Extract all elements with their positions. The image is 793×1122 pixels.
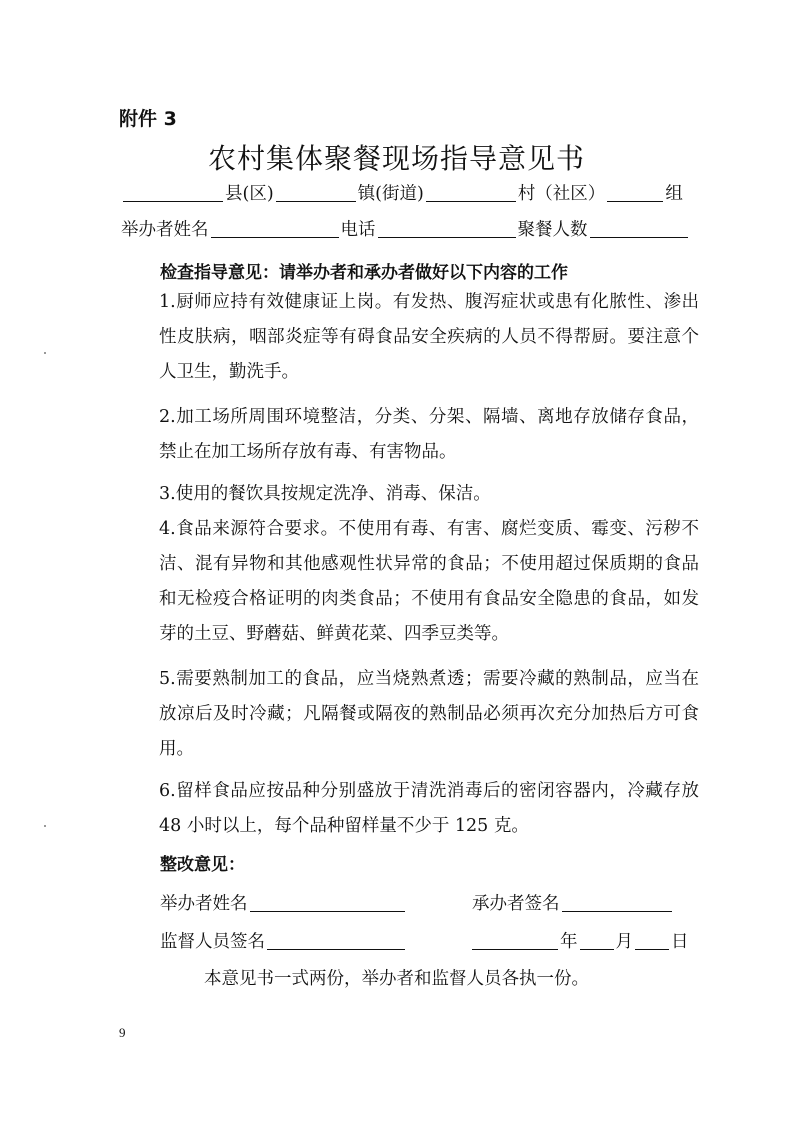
village-blank[interactable]	[426, 200, 516, 202]
phone-label: 电话	[340, 220, 376, 240]
group-label: 组	[665, 184, 683, 204]
item-4-text: 4.食品来源符合要求。不使用有毒、有害、腐烂变质、霉变、污秽不洁、混有异物和其他感观性状异常的食品；不使用超过保质期的食品和无检疫合格证明的肉类食品；不使用有食品安全隐患的食品，如发芽的土豆、野蘑菇、鲜黄花菜、四季豆类等。	[159, 519, 699, 644]
guidance-heading: 检查指导意见：请举办者和承办者做好以下内容的工作	[160, 263, 568, 283]
diners-label: 聚餐人数	[517, 220, 588, 240]
diners-blank[interactable]	[590, 236, 688, 238]
town-blank[interactable]	[276, 200, 356, 202]
info-row	[121, 216, 690, 241]
supervisor-sign-blank[interactable]	[267, 948, 405, 950]
item-5-text: 5.需要熟制加工的食品，应当烧熟煮透；需要冷藏的熟制品，应当在放凉后及时冷藏；凡隔餐或隔夜的熟制品必须再次充分加热后方可食用。	[159, 669, 699, 759]
attachment-label: 附件 3	[119, 108, 177, 130]
item-1	[121, 285, 699, 390]
group-blank[interactable]	[607, 200, 663, 202]
location-row	[121, 180, 683, 205]
month-blank[interactable]	[580, 948, 614, 950]
contractor-signature-row	[472, 890, 674, 915]
month-label: 月	[615, 932, 633, 952]
year-label: 年	[560, 932, 578, 952]
page-number: 9	[119, 1025, 126, 1040]
county-label: 县(区)	[225, 184, 274, 204]
supervisor-signature-row	[160, 928, 407, 953]
scan-mark	[44, 825, 46, 827]
day-label: 日	[671, 932, 689, 952]
host-name-sign-label: 举办者姓名	[160, 894, 248, 914]
host-name-sign-blank[interactable]	[250, 910, 405, 912]
contractor-sign-blank[interactable]	[562, 910, 672, 912]
item-2	[121, 400, 699, 470]
phone-blank[interactable]	[378, 236, 516, 238]
footer-note: 本意见书一式两份，举办者和监督人员各执一份。	[204, 969, 589, 989]
host-name-blank[interactable]	[211, 236, 339, 238]
item-6	[121, 774, 699, 844]
item-2-text: 2.加工场所周围环境整洁，分类、分架、隔墙、离地存放储存食品，禁止在加工场所存放有毒、有害物品。	[159, 407, 699, 462]
item-3-text: 3.使用的餐饮具按规定洗净、消毒、保洁。	[159, 484, 491, 504]
date-row	[470, 928, 689, 953]
host-signature-row	[160, 890, 407, 915]
county-blank[interactable]	[123, 200, 223, 202]
day-blank[interactable]	[635, 948, 669, 950]
supervisor-sign-label: 监督人员签名	[160, 932, 265, 952]
item-1-text: 1.厨师应持有效健康证上岗。有发热、腹泻症状或患有化脓性、渗出性皮肤病，咽部炎症等有碍食品安全疾病的人员不得帮厨。要注意个人卫生，勤洗手。	[159, 292, 699, 382]
town-label: 镇(街道)	[357, 184, 424, 204]
item-6-text: 6.留样食品应按品种分别盛放于清洗消毒后的密闭容器内，冷藏存放 48 小时以上，每个品种留样量不少于 125 克。	[159, 781, 699, 836]
rectification-heading: 整改意见：	[160, 855, 245, 875]
year-blank[interactable]	[472, 948, 558, 950]
village-label: 村（社区）	[517, 184, 606, 204]
item-3	[121, 477, 699, 512]
item-5	[121, 662, 699, 767]
scan-mark	[44, 352, 46, 354]
host-name-label: 举办者姓名	[121, 220, 209, 240]
page-title: 农村集体聚餐现场指导意见书	[207, 142, 585, 175]
item-4	[121, 512, 699, 652]
contractor-sign-label: 承办者签名	[472, 894, 560, 914]
